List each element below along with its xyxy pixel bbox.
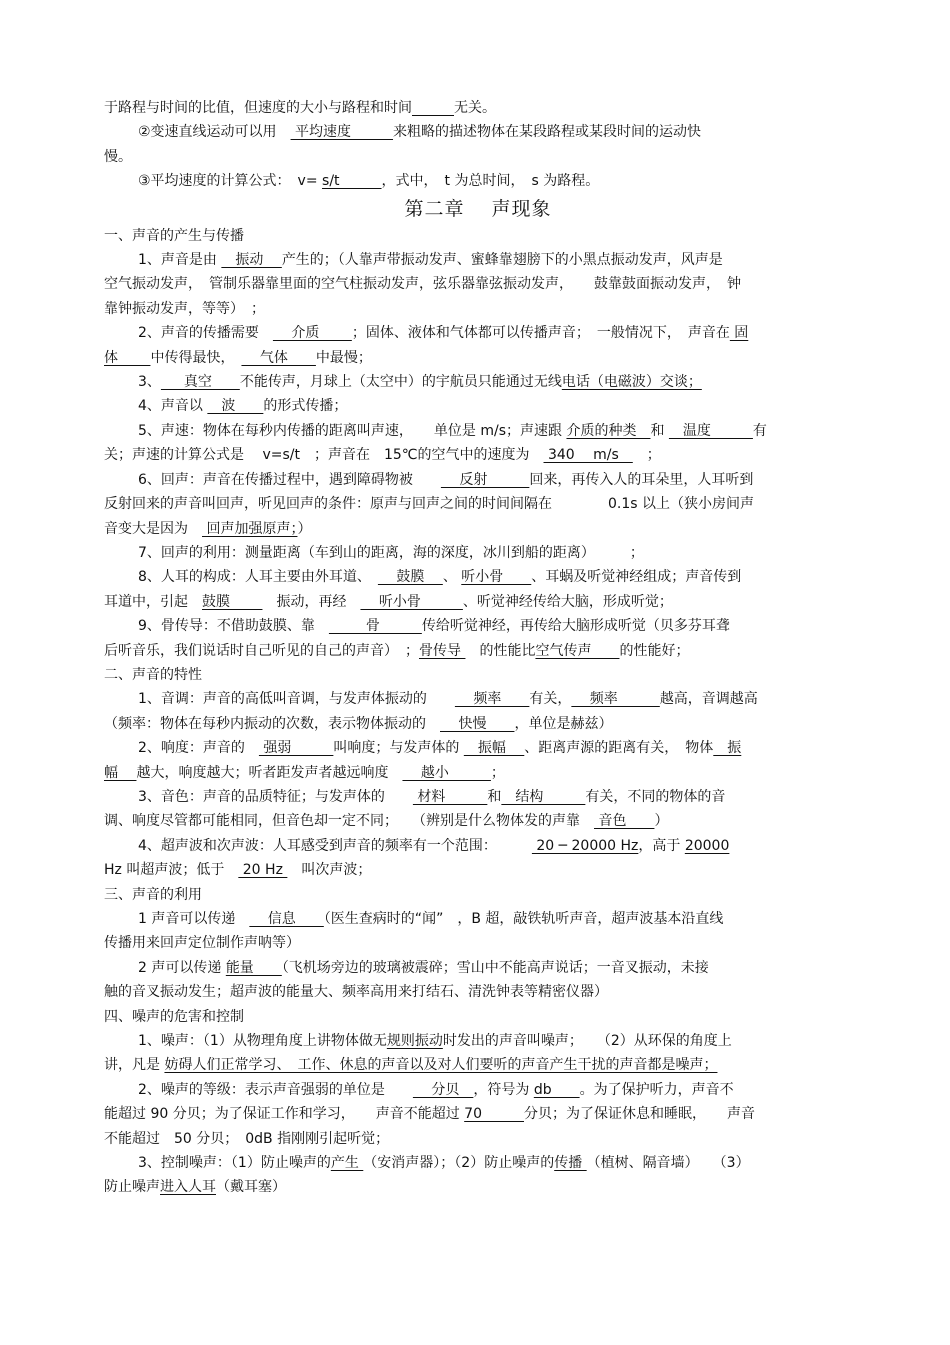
text-line xyxy=(104,297,852,321)
text-segment: 3、音色：声音的品质特征；与发声体的 xyxy=(138,788,413,805)
text-segment: 无关。 xyxy=(454,100,496,116)
text-segment: 振动，再经 xyxy=(262,593,361,610)
text-line xyxy=(104,712,852,736)
text-segment: 有 xyxy=(752,422,767,439)
text-segment: 时发出的声音叫噪声； （2）从环保的角度上 xyxy=(442,1033,732,1050)
answer-blank: 20 ─ 20000 Hz xyxy=(531,837,639,854)
text-segment: 的性能好； xyxy=(619,642,690,659)
answer-blank: 真空 xyxy=(160,374,240,391)
answer-blank: 幅 xyxy=(104,764,137,781)
answer-blank: 340 m/s xyxy=(543,447,633,464)
text-line xyxy=(104,541,852,565)
text-segment: 5、声速：物体在每秒内传播的距离叫声速， 单位是 m/s；声速跟 xyxy=(138,422,567,439)
text-segment: 1、噪声：（1）从物理角度上讲物体做无 xyxy=(138,1033,387,1050)
text-segment: ，符号为 xyxy=(473,1081,534,1098)
text-segment: 6、回声：声音在传播过程中，遇到障碍物被 xyxy=(138,471,441,488)
document-page xyxy=(104,96,852,1200)
text-line xyxy=(104,1029,852,1053)
text-segment: （戴耳塞） xyxy=(216,1179,286,1196)
answer-blank xyxy=(412,100,454,116)
text-segment: 耳道中，引起 xyxy=(104,593,202,610)
section-heading: 二、声音的特性 xyxy=(104,666,202,683)
answer-blank: 信息 xyxy=(249,911,324,927)
text-segment: 3、控制噪声：（1）防止噪声的 xyxy=(138,1155,331,1172)
text-segment: （安消声器）；（2）防止噪声的 xyxy=(363,1155,555,1172)
answer-blank: 70 xyxy=(464,1106,524,1123)
text-segment: （频率：物体在每秒内振动的次数，表示物体振动的 xyxy=(104,715,440,732)
answer-blank: 空气传声 xyxy=(535,642,620,659)
text-line xyxy=(104,858,852,882)
text-line xyxy=(104,145,852,169)
text-segment: 讲，凡是 xyxy=(104,1057,165,1074)
text-line xyxy=(104,96,852,120)
answer-blank: 鼓膜 xyxy=(202,593,263,610)
text-segment: ，式中， t 为总时间， s 为路程。 xyxy=(381,173,600,190)
text-segment: ； xyxy=(490,764,505,781)
intro-block xyxy=(104,96,852,194)
text-segment: （植树、隔音墙） （3） xyxy=(586,1155,750,1172)
text-segment: 调、响度尽管都可能相同，但音色却一定不同； （辨别是什么物体发的声靠 xyxy=(104,813,594,830)
answer-blank: db xyxy=(533,1081,580,1098)
text-segment: Hz 叫超声波；低于 xyxy=(104,862,239,879)
text-line xyxy=(104,639,852,663)
answer-blank: 振动 xyxy=(221,252,282,269)
text-segment: ） xyxy=(297,520,312,537)
text-segment: 越高，音调越高 xyxy=(659,691,758,708)
answer-blank: 回声加强原声； xyxy=(202,520,298,537)
text-segment: 后听音乐，我们说话时自己听见的自己的声音） ； xyxy=(104,642,419,659)
text-segment: 2、响度：声音的 xyxy=(138,740,259,757)
answer-blank: 20 Hz xyxy=(238,862,288,879)
text-line xyxy=(104,1151,852,1175)
answer-blank: s/t xyxy=(322,173,382,190)
answer-blank: 鼓膜 xyxy=(377,569,443,586)
answer-blank: 频率 xyxy=(571,691,660,708)
text-line xyxy=(104,1078,852,1102)
text-segment: 叫响度；与发声体的 xyxy=(333,740,464,757)
text-segment: 有关， xyxy=(529,691,572,708)
text-segment: ③平均速度的计算公式： v= xyxy=(138,173,323,190)
text-line xyxy=(104,687,852,711)
text-line xyxy=(104,419,852,443)
answer-blank: 温度 xyxy=(668,422,753,439)
text-line xyxy=(104,590,852,614)
text-segment: 1、声音是由 xyxy=(138,252,222,269)
text-segment: 、 xyxy=(442,569,462,586)
text-line xyxy=(104,785,852,809)
text-line xyxy=(104,492,852,516)
answer-blank: 20000 xyxy=(684,837,730,854)
answer-blank: 音色 xyxy=(594,813,655,830)
text-segment: 音变大是因为 xyxy=(104,520,202,537)
answer-blank: 体 xyxy=(104,349,151,366)
text-line xyxy=(104,346,852,370)
text-line xyxy=(104,120,852,144)
answer-blank: 结构 xyxy=(501,788,586,805)
answer-blank: 越小 xyxy=(402,764,491,781)
answer-blank: 进入人耳 xyxy=(160,1179,216,1196)
text-line xyxy=(104,956,852,980)
text-segment: 2、噪声的等级：表示声音强弱的单位是 xyxy=(138,1081,413,1098)
text-line xyxy=(104,517,852,541)
answer-blank: 振幅 xyxy=(463,740,525,757)
text-segment: 、距离声源的距离有关， 物体 xyxy=(524,740,714,757)
text-segment: 触的音叉振动发生；超声波的能量大、频率高用来打结石、清洗钟表等精密仪器） xyxy=(104,984,608,1001)
text-segment: 1 声音可以传递 xyxy=(138,911,250,927)
answer-blank: 强弱 xyxy=(258,740,334,757)
text-segment: 慢。 xyxy=(104,148,132,165)
text-line xyxy=(104,321,852,345)
text-line xyxy=(104,809,852,833)
text-segment: 防止噪声 xyxy=(104,1179,160,1196)
answer-blank: 骨传导 xyxy=(419,642,466,659)
text-segment: 1、音调：声音的高低叫音调，与发声体振动的 xyxy=(138,691,455,708)
text-segment: 能超过 90 分贝；为了保证工作和学习， 声音不能超过 xyxy=(104,1106,465,1123)
chapter-title: 第二章 声现象 xyxy=(404,197,552,220)
text-segment: （医生查病时的“闻” ，B 超，敲铁轨听声音，超声波基本沿直线 xyxy=(323,911,724,927)
text-segment: 的形式传播； xyxy=(263,398,348,415)
text-segment: 不能超过 50 分贝； 0dB 指刚刚引起听觉； xyxy=(104,1130,390,1147)
answer-blank: 气体 xyxy=(241,349,316,366)
text-line xyxy=(104,736,852,760)
answer-blank: 反射 xyxy=(440,471,530,488)
text-segment: 2 声可以传递 xyxy=(138,959,226,976)
answer-blank: 频率 xyxy=(454,691,530,708)
text-segment: 传给听觉神经，再传给大脑形成听觉（贝多芬耳聋 xyxy=(421,618,730,635)
answer-blank: 快慢 xyxy=(440,715,515,732)
text-line xyxy=(104,443,852,467)
text-line xyxy=(104,980,852,1004)
text-segment: 回来，再传入人的耳朵里，人耳听到 xyxy=(529,471,754,488)
text-line xyxy=(104,834,852,858)
text-segment: 、耳蜗及听觉神经组成；声音传到 xyxy=(531,569,742,586)
text-segment: ，高于 xyxy=(638,837,685,854)
text-segment: 关；声速的计算公式是 v=s/t ；声音在 15℃的空气中的速度为 xyxy=(104,447,544,464)
text-segment: ；固体、液体和气体都可以传播声音； 一般情况下， 声音在 xyxy=(351,325,730,342)
text-line xyxy=(104,614,852,638)
text-segment: 和 xyxy=(487,788,502,805)
text-segment: 叫次声波； xyxy=(287,862,372,879)
sections-container xyxy=(104,224,852,1200)
text-segment: 越大，响度越大；听者距发声者越远响度 xyxy=(136,764,403,781)
text-segment: 反射回来的声音叫回声，听见回声的条件：原声与回声之间的时间间隔在 0.1s 以上（狭小房间声 xyxy=(104,496,755,513)
answer-blank: 能量 xyxy=(225,959,282,976)
answer-blank: 规则振动 xyxy=(386,1033,443,1050)
text-line xyxy=(104,468,852,492)
answer-blank: 产生 xyxy=(330,1155,364,1172)
text-segment: ，单位是赫兹） xyxy=(514,715,613,732)
text-line xyxy=(104,907,852,931)
text-segment: 产生的；（人靠声带振动发声、蜜蜂靠翅膀下的小黑点振动发声，风声是 xyxy=(281,252,723,269)
text-segment: （飞机场旁边的玻璃被震碎；雪山中不能高声说话；一音叉振动，未接 xyxy=(281,959,709,976)
answer-blank: 骨 xyxy=(328,618,422,635)
section-heading: 四、噪声的危害和控制 xyxy=(104,1008,244,1025)
text-segment: 来粗略的描述物体在某段路程或某段时间的运动快 xyxy=(393,124,702,141)
text-line xyxy=(104,761,852,785)
text-segment: ②变速直线运动可以用 xyxy=(138,124,291,141)
text-segment: 传播用来回声定位制作声呐等） xyxy=(104,935,300,952)
text-line xyxy=(104,1053,852,1077)
text-segment: 7、回声的利用：测量距离（车到山的距离，海的深度，冰川到船的距离） ； xyxy=(138,544,644,561)
section-heading: 一、声音的产生与传播 xyxy=(104,227,244,244)
answer-blank: 听小骨 xyxy=(461,569,532,586)
text-segment: 3、 xyxy=(138,374,161,391)
text-segment: 不能传声，月球上（太空中）的宇航员只能通过无线 xyxy=(239,374,562,391)
text-line xyxy=(104,248,852,272)
answer-blank: 介质 xyxy=(272,325,352,342)
section-heading: 三、声音的利用 xyxy=(104,886,202,903)
text-segment: 。为了保护听力，声音不 xyxy=(579,1081,734,1098)
answer-blank: 电话（电磁波）交谈； xyxy=(561,374,702,391)
answer-blank: 传播 xyxy=(554,1155,587,1172)
text-segment: 空气振动发声， 管制乐器靠里面的空气柱振动发声，弦乐器靠弦振动发声， 鼓靠鼓面振动发声， 钟 xyxy=(104,276,741,293)
text-line xyxy=(104,169,852,193)
answer-blank: 材料 xyxy=(412,788,488,805)
answer-blank: 平均速度 xyxy=(290,124,394,141)
text-segment: 靠钟振动发声，等等） ； xyxy=(104,300,265,317)
text-segment: 、听觉神经传给大脑，形成听觉； xyxy=(462,593,673,610)
text-line xyxy=(104,1127,852,1151)
text-line xyxy=(104,565,852,589)
answer-blank: 分贝 xyxy=(412,1081,474,1098)
text-line xyxy=(104,1102,852,1126)
text-line xyxy=(104,931,852,955)
text-line xyxy=(104,272,852,296)
text-line xyxy=(104,1175,852,1199)
text-segment: 有关，不同的物体的音 xyxy=(585,788,726,805)
text-segment: 中最慢； xyxy=(315,349,372,366)
text-segment: 中传得最快， xyxy=(150,349,242,366)
text-line xyxy=(104,394,852,418)
answer-blank: 听小骨 xyxy=(360,593,463,610)
text-line xyxy=(104,370,852,394)
text-segment: 于路程与时间的比值，但速度的大小与路程和时间 xyxy=(104,100,412,116)
text-segment: 和 xyxy=(650,422,669,439)
answer-blank: 介质的种类 xyxy=(566,422,651,439)
text-segment: 2、声音的传播需要 xyxy=(138,325,273,342)
text-segment: 8、人耳的构成：人耳主要由外耳道、 xyxy=(138,569,378,586)
text-segment: 9、骨传导：不借助鼓膜、靠 xyxy=(138,618,329,635)
text-segment: 分贝；为了保证休息和睡眠， 声音 xyxy=(524,1106,755,1123)
text-segment: 的性能比 xyxy=(465,642,536,659)
text-segment: ） xyxy=(654,813,669,830)
answer-blank: 妨碍人们正常学习、 工作、休息的声音以及对人们要听的声音产生干扰的声音都是噪声； xyxy=(164,1057,718,1074)
text-segment: 4、超声波和次声波：人耳感受到声音的频率有一个范围： xyxy=(138,837,532,854)
answer-blank: 固 xyxy=(729,325,749,342)
text-segment: ； xyxy=(632,447,661,464)
answer-blank: 振 xyxy=(713,740,742,757)
answer-blank: 波 xyxy=(207,398,264,415)
text-segment: 4、声音以 xyxy=(138,398,208,415)
